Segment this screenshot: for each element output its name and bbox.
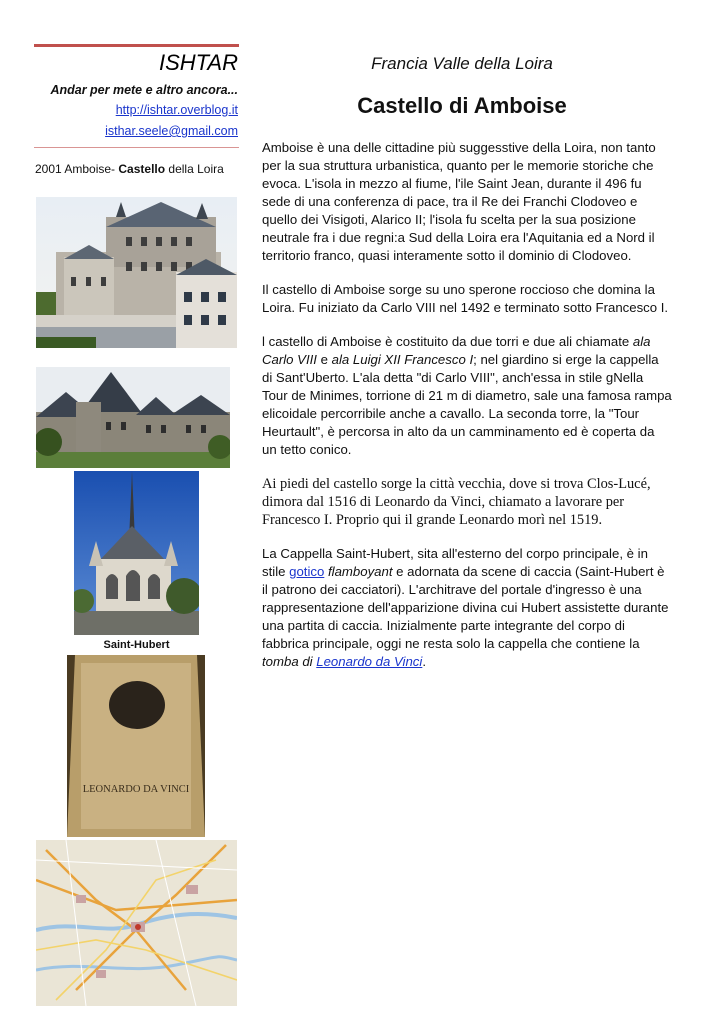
- page-title: Castello di Amboise: [357, 93, 567, 118]
- email-link[interactable]: isthar.seele@gmail.com: [105, 124, 238, 138]
- divider: [34, 147, 239, 148]
- castle-photo: [36, 197, 237, 348]
- tomb-inscription: LEONARDO DA VINCI: [82, 784, 190, 795]
- paragraph-castle-site: Il castello di Amboise sorge su uno sperone roccioso che domina la Loira. Fu iniziato da Carlo VIII nel 1492 e terminato sotto Francesco I.: [262, 282, 669, 315]
- leonardo-tomb-photo: [67, 655, 205, 837]
- saint-hubert-caption: Saint-Hubert: [103, 639, 170, 651]
- paragraph-clos-luce: Ai piedi del castello sorge la città vecchia, dove si trova Clos-Lucé, dimora dal 1516 di Leonardo da Vinci, chiamato a lavorare per Francesco I. Proprio qui il grande Leonardo morì nel 1519.: [262, 476, 651, 528]
- leonardo-link[interactable]: Leonardo da Vinci: [316, 654, 423, 669]
- castle-garden-photo: [36, 367, 230, 468]
- header-rule: [34, 44, 239, 47]
- saint-hubert-chapel-photo: [74, 471, 199, 635]
- region-heading: Francia Valle della Loira: [371, 54, 553, 73]
- site-title: ISHTAR: [158, 50, 238, 75]
- gotico-link[interactable]: gotico: [289, 564, 325, 579]
- site-tagline: Andar per mete e altro ancora...: [50, 83, 238, 97]
- article-body: [262, 139, 672, 687]
- paragraph-chapel: La Cappella Saint-Hubert, sita all'esterno del corpo principale, è in stile gotico flamboyant e adornata da scene di caccia (Saint-Hubert è il patrono dei cacciatori). L'architrave del portale d'ingresso è una rappresentazione dell'apparizione divina cui Hubert assistette durante una partita di caccia. Inizialmente parte integrante del corpo di fabbrica principale, oggi ne resta solo la cappella che contiene la tomba di Leonardo da Vinci.: [262, 546, 669, 669]
- location-marker-icon: [135, 924, 141, 930]
- site-link[interactable]: http://ishtar.overblog.it: [115, 103, 238, 117]
- photo-caption: 2001 Amboise- Castello della Loira: [35, 162, 224, 176]
- paragraph-castle-structure: l castello di Amboise è costituito da due torri e due ali chiamate ala Carlo VIII e ala Luigi XII Francesco I; nel giardino si erge la cappella di Sant'Uberto. L'ala detta "di Carlo VIII", anch'essa in stile gNella Tour de Minimes, torrione di 21 m di diametro, sale una famosa rampa elicoidale percorribile anche a cavallo. La seconda torre, la "Tour Heurtault", è percorsa in alto da un camminamento ed è coperta da un tetto conico.: [262, 334, 672, 457]
- paragraph-intro: Amboise è una delle cittadine più suggesstive della Loira, non tanto per la sua struttura urbanistica, quanto per le memorie storiche che evoca. L'isola in mezzo al fiume, l'ile Saint Jean, durante il 496 fu sede di una conferenza di pace, tra il Re dei Franchi Clodoveo e quello dei Visigoti, Alarico II; l'isola fu scelta per la sua posizione neutrale fra i due regni:a Sud della Loira era l'Aquitania ed a Nord il territorio franco, quasi interamente sotto il dominio di Clodoveo.: [262, 140, 656, 263]
- region-map[interactable]: [36, 840, 237, 1006]
